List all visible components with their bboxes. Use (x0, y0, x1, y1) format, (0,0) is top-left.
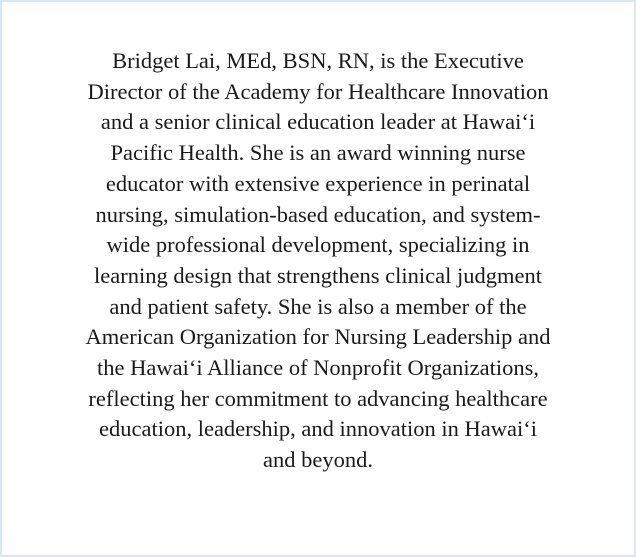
bio-line: Director of the Academy for Healthcare Innovation (87, 78, 549, 104)
bio-line: educator with extensive experience in perinatal (105, 170, 531, 196)
bio-line: nursing, simulation-based education, and system- (95, 201, 541, 227)
bio-line: education, leadership, and innovation in Hawaiʻi (99, 416, 537, 442)
bio-paragraph (52, 46, 584, 476)
bio-line: Pacific Health. She is an award winning nurse (110, 140, 526, 166)
bio-line: and beyond. (263, 447, 373, 473)
bio-line: American Organization for Nursing Leadership and (85, 324, 551, 350)
bio-line: Bridget Lai, MEd, BSN, RN, is the Executive (112, 48, 524, 73)
bio-line: the Hawaiʻi Alliance of Nonprofit Organizations, (97, 355, 539, 381)
bio-line: and patient safety. She is also a member of the (109, 293, 527, 319)
bio-line: reflecting her commitment to advancing healthcare (88, 385, 548, 411)
bio-line: and a senior clinical education leader at Hawaiʻi (100, 109, 536, 135)
bio-line: wide professional development, specializing in (106, 232, 530, 258)
bio-line: learning design that strengthens clinical judgment (93, 262, 542, 288)
